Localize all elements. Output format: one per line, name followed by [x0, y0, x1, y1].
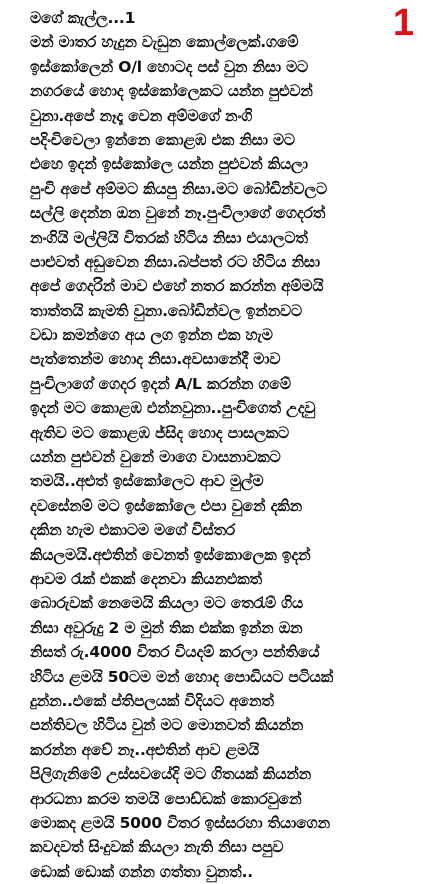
text-line: මොකද ළමයි 5000 විතර ඉස්සරහා තියාගෙන [30, 813, 330, 832]
text-line: පදිංචිවෙලා ඉන්නෙ කොළඹ එක නිසා මට [30, 130, 295, 149]
text-line: හිටිය ළමයි 50ටම මන් හොද පොඩියට පටියක් [30, 667, 333, 686]
text-line: පුංචිලාගේ ගෙදර ඉදන් A/L කරන්න ගමේ [30, 374, 291, 393]
text-line: තමයි..අළුත් ඉස්කෝලෙට ආව මුල්ම [30, 472, 264, 491]
text-line: ඉදන් මට කොළඹ එන්නවුනා..පුංචිගෙත් උදවු [30, 399, 316, 418]
story-text [30, 2, 416, 884]
text-line: ඇතිව මට කොළඹ ජ්සිද හොද පාසලකට [30, 423, 289, 442]
text-line: නිසා අවුරුදු 2 ම මුන් තික එක්ක ඉන්න ඔන [30, 618, 303, 637]
text-line: එහෙ ඉදන් ඉස්කෝලෙ යන්න පුළුවන් කියලා [30, 155, 308, 174]
text-line: ඉස්කෝලෙන් O/l හොටද පස් වුන නිසා මට [30, 57, 308, 76]
text-line: ඩොක් ඩොක් ගන්න ගත්තා වුනත්.. [30, 862, 253, 881]
text-line: දුන්න..එකේ ප්තිපලයක් විදියට අනෙත් [30, 691, 274, 710]
text-line: කියලමයි.අළුතින් වෙනත් ඉස්කොලෙක ඉදන් [30, 545, 311, 564]
text-line: අපේ ගෙදරින් මාව එහේ නතර කරන්න අම්මයි [30, 277, 324, 296]
text-line: බොරුවක් නෙමෙයි කියලා මට තෙරැම් ගිය [30, 594, 303, 613]
text-line: යන්න පුළුවන් වුනේ මාගෙ වාසනාවකට [30, 448, 281, 467]
text-line: කවදවත් සිංදුවක් කියලා නැති නිසා පපුව [30, 838, 284, 857]
text-line: නංගියි මල්ලියි විතරක් හිටිය නිසා එයාලටත් [30, 228, 308, 247]
text-line: කරන්න අවේ නෑ..අළුතින් ආව ළමයි [30, 740, 260, 759]
text-line: සල්ලි දෙන්න ඔන වුනේ නෑ.පුංචිලාගේ ගෙදරත් [30, 204, 326, 223]
text-line: පන්තිවල හිටිය වුන් මට මොනවත් කියන්න [30, 716, 304, 735]
text-line: වඩා කමන්ගෙ අය ලග ඉන්න එක හැම [30, 326, 273, 345]
text-line: ආරධනා කරම තමයි පොඩ්ඩක් කොරවුනේ [30, 789, 302, 808]
text-line: පුංචි අපේ අම්මට කියපු නිසා.මට බෝඩින්වලට [30, 179, 327, 198]
text-line: නගරයේ හොද ඉස්කෝලෙකට යන්න පුළුවන් [30, 82, 313, 101]
text-line: දකින හැම එකාටම මගේ විස්තර [30, 521, 235, 540]
text-line: පැත්තෙන්ම හොද නිසා.අවසානේදී මාව [30, 350, 281, 369]
page-number: 1 [392, 2, 414, 44]
text-line: මගේ කැල්ල...1 [30, 9, 136, 27]
text-line: පාළුවත් අඩුවෙන නිසා.බප්පත් රට හිටිය නිසා [30, 252, 320, 271]
text-line: නිසත් රු.4000 විතර වියදම් කරලා පන්තියේ [30, 643, 320, 662]
text-line: දවසේනම් මට ඉස්කෝලෙ එපා වුනේ දකින [30, 496, 303, 515]
text-line: ආවම රැක් එකක් දෙනවා කියනඑකත් [30, 569, 262, 588]
text-line: වුනා.අපේ නෑදෑ වෙන අම්මගේ නංගි [30, 106, 253, 125]
text-line: පිලිගැනිමේ උස්සවයේදි මට ගිතයක් කියන්න [30, 765, 312, 784]
text-line: තාත්තයි කැමති වුනා.බෝඩින්වල ඉන්නවට [30, 301, 302, 320]
text-line: මන් මාතර හැදුන වැඩුන කොල්ලෙක්.ගමේ [30, 33, 299, 52]
